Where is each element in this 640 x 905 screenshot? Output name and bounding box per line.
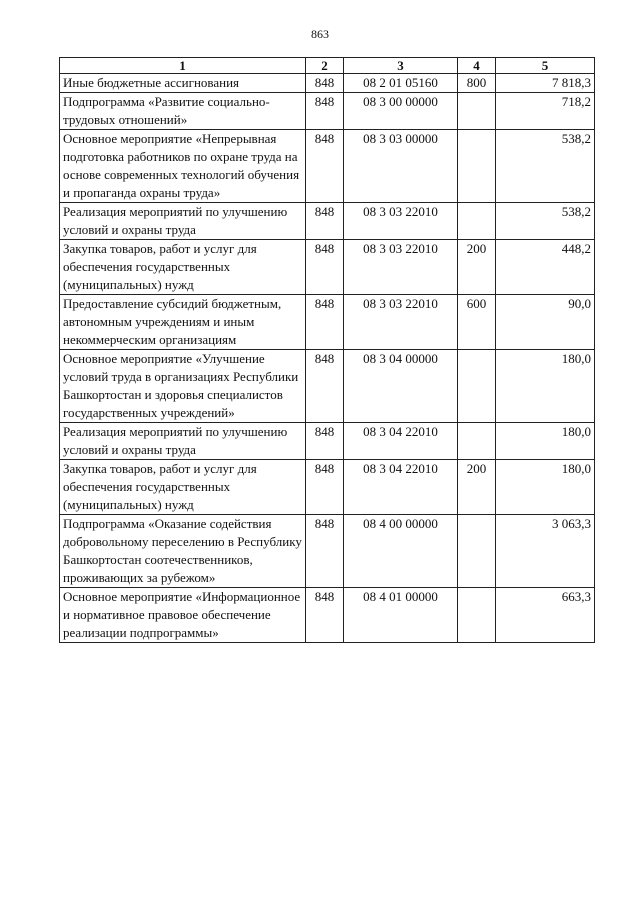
row-type-cell bbox=[458, 515, 496, 588]
column-header: 5 bbox=[496, 58, 595, 74]
row-name-cell: Реализация мероприятий по улучшению условий и охраны труда bbox=[60, 203, 306, 240]
row-amount-cell: 3 063,3 bbox=[496, 515, 595, 588]
column-header: 3 bbox=[344, 58, 458, 74]
row-amount-cell: 180,0 bbox=[496, 350, 595, 423]
row-target-cell: 08 2 01 05160 bbox=[344, 74, 458, 93]
row-name-cell: Основное мероприятие «Информационное и нормативное правовое обеспечение реализации подпрограммы» bbox=[60, 588, 306, 643]
row-type-cell: 200 bbox=[458, 240, 496, 295]
table-row bbox=[60, 74, 595, 93]
row-amount-cell: 180,0 bbox=[496, 423, 595, 460]
row-code-cell: 848 bbox=[306, 240, 344, 295]
table-row bbox=[60, 240, 595, 295]
column-header: 1 bbox=[60, 58, 306, 74]
table-row bbox=[60, 130, 595, 203]
row-target-cell: 08 3 03 22010 bbox=[344, 203, 458, 240]
row-target-cell: 08 3 04 00000 bbox=[344, 350, 458, 423]
budget-table bbox=[59, 57, 595, 643]
column-header: 4 bbox=[458, 58, 496, 74]
row-type-cell: 200 bbox=[458, 460, 496, 515]
row-name-cell: Подпрограмма «Развитие социально-трудовых отношений» bbox=[60, 93, 306, 130]
table-row bbox=[60, 203, 595, 240]
row-type-cell bbox=[458, 93, 496, 130]
table-header-row bbox=[60, 58, 595, 74]
table-row bbox=[60, 295, 595, 350]
row-name-cell: Иные бюджетные ассигнования bbox=[60, 74, 306, 93]
row-name-cell: Подпрограмма «Оказание содействия добровольному переселению в Республику Башкортостан соотечественников, проживающих за рубежом» bbox=[60, 515, 306, 588]
row-name-cell: Реализация мероприятий по улучшению условий и охраны труда bbox=[60, 423, 306, 460]
row-code-cell: 848 bbox=[306, 460, 344, 515]
row-amount-cell: 663,3 bbox=[496, 588, 595, 643]
table-row bbox=[60, 515, 595, 588]
row-name-cell: Предоставление субсидий бюджетным, автономным учреждениям и иным некоммерческим организациям bbox=[60, 295, 306, 350]
row-target-cell: 08 3 04 22010 bbox=[344, 423, 458, 460]
row-code-cell: 848 bbox=[306, 130, 344, 203]
row-amount-cell: 180,0 bbox=[496, 460, 595, 515]
table-row bbox=[60, 93, 595, 130]
table-row bbox=[60, 460, 595, 515]
row-target-cell: 08 3 04 22010 bbox=[344, 460, 458, 515]
row-type-cell bbox=[458, 423, 496, 460]
row-target-cell: 08 4 00 00000 bbox=[344, 515, 458, 588]
table-row bbox=[60, 423, 595, 460]
row-type-cell bbox=[458, 588, 496, 643]
column-header: 2 bbox=[306, 58, 344, 74]
row-type-cell: 800 bbox=[458, 74, 496, 93]
row-type-cell bbox=[458, 130, 496, 203]
row-target-cell: 08 4 01 00000 bbox=[344, 588, 458, 643]
row-target-cell: 08 3 03 00000 bbox=[344, 130, 458, 203]
row-code-cell: 848 bbox=[306, 515, 344, 588]
table-row bbox=[60, 350, 595, 423]
row-code-cell: 848 bbox=[306, 203, 344, 240]
row-type-cell bbox=[458, 350, 496, 423]
row-code-cell: 848 bbox=[306, 588, 344, 643]
row-amount-cell: 718,2 bbox=[496, 93, 595, 130]
page-number: 863 bbox=[311, 27, 329, 41]
row-amount-cell: 538,2 bbox=[496, 130, 595, 203]
row-name-cell: Закупка товаров, работ и услуг для обеспечения государственных (муниципальных) нужд bbox=[60, 460, 306, 515]
table-body bbox=[60, 74, 595, 643]
row-amount-cell: 448,2 bbox=[496, 240, 595, 295]
row-code-cell: 848 bbox=[306, 423, 344, 460]
row-target-cell: 08 3 03 22010 bbox=[344, 295, 458, 350]
row-name-cell: Основное мероприятие «Непрерывная подготовка работников по охране труда на основе современных технологий обучения и пропаганда охраны труда» bbox=[60, 130, 306, 203]
row-type-cell bbox=[458, 203, 496, 240]
row-target-cell: 08 3 00 00000 bbox=[344, 93, 458, 130]
table-row bbox=[60, 588, 595, 643]
row-amount-cell: 7 818,3 bbox=[496, 74, 595, 93]
row-name-cell: Основное мероприятие «Улучшение условий труда в организациях Республики Башкортостан и здоровья специалистов государственных учреждений» bbox=[60, 350, 306, 423]
row-code-cell: 848 bbox=[306, 74, 344, 93]
row-code-cell: 848 bbox=[306, 350, 344, 423]
row-code-cell: 848 bbox=[306, 295, 344, 350]
row-amount-cell: 90,0 bbox=[496, 295, 595, 350]
row-name-cell: Закупка товаров, работ и услуг для обеспечения государственных (муниципальных) нужд bbox=[60, 240, 306, 295]
row-code-cell: 848 bbox=[306, 93, 344, 130]
row-amount-cell: 538,2 bbox=[496, 203, 595, 240]
row-target-cell: 08 3 03 22010 bbox=[344, 240, 458, 295]
row-type-cell: 600 bbox=[458, 295, 496, 350]
